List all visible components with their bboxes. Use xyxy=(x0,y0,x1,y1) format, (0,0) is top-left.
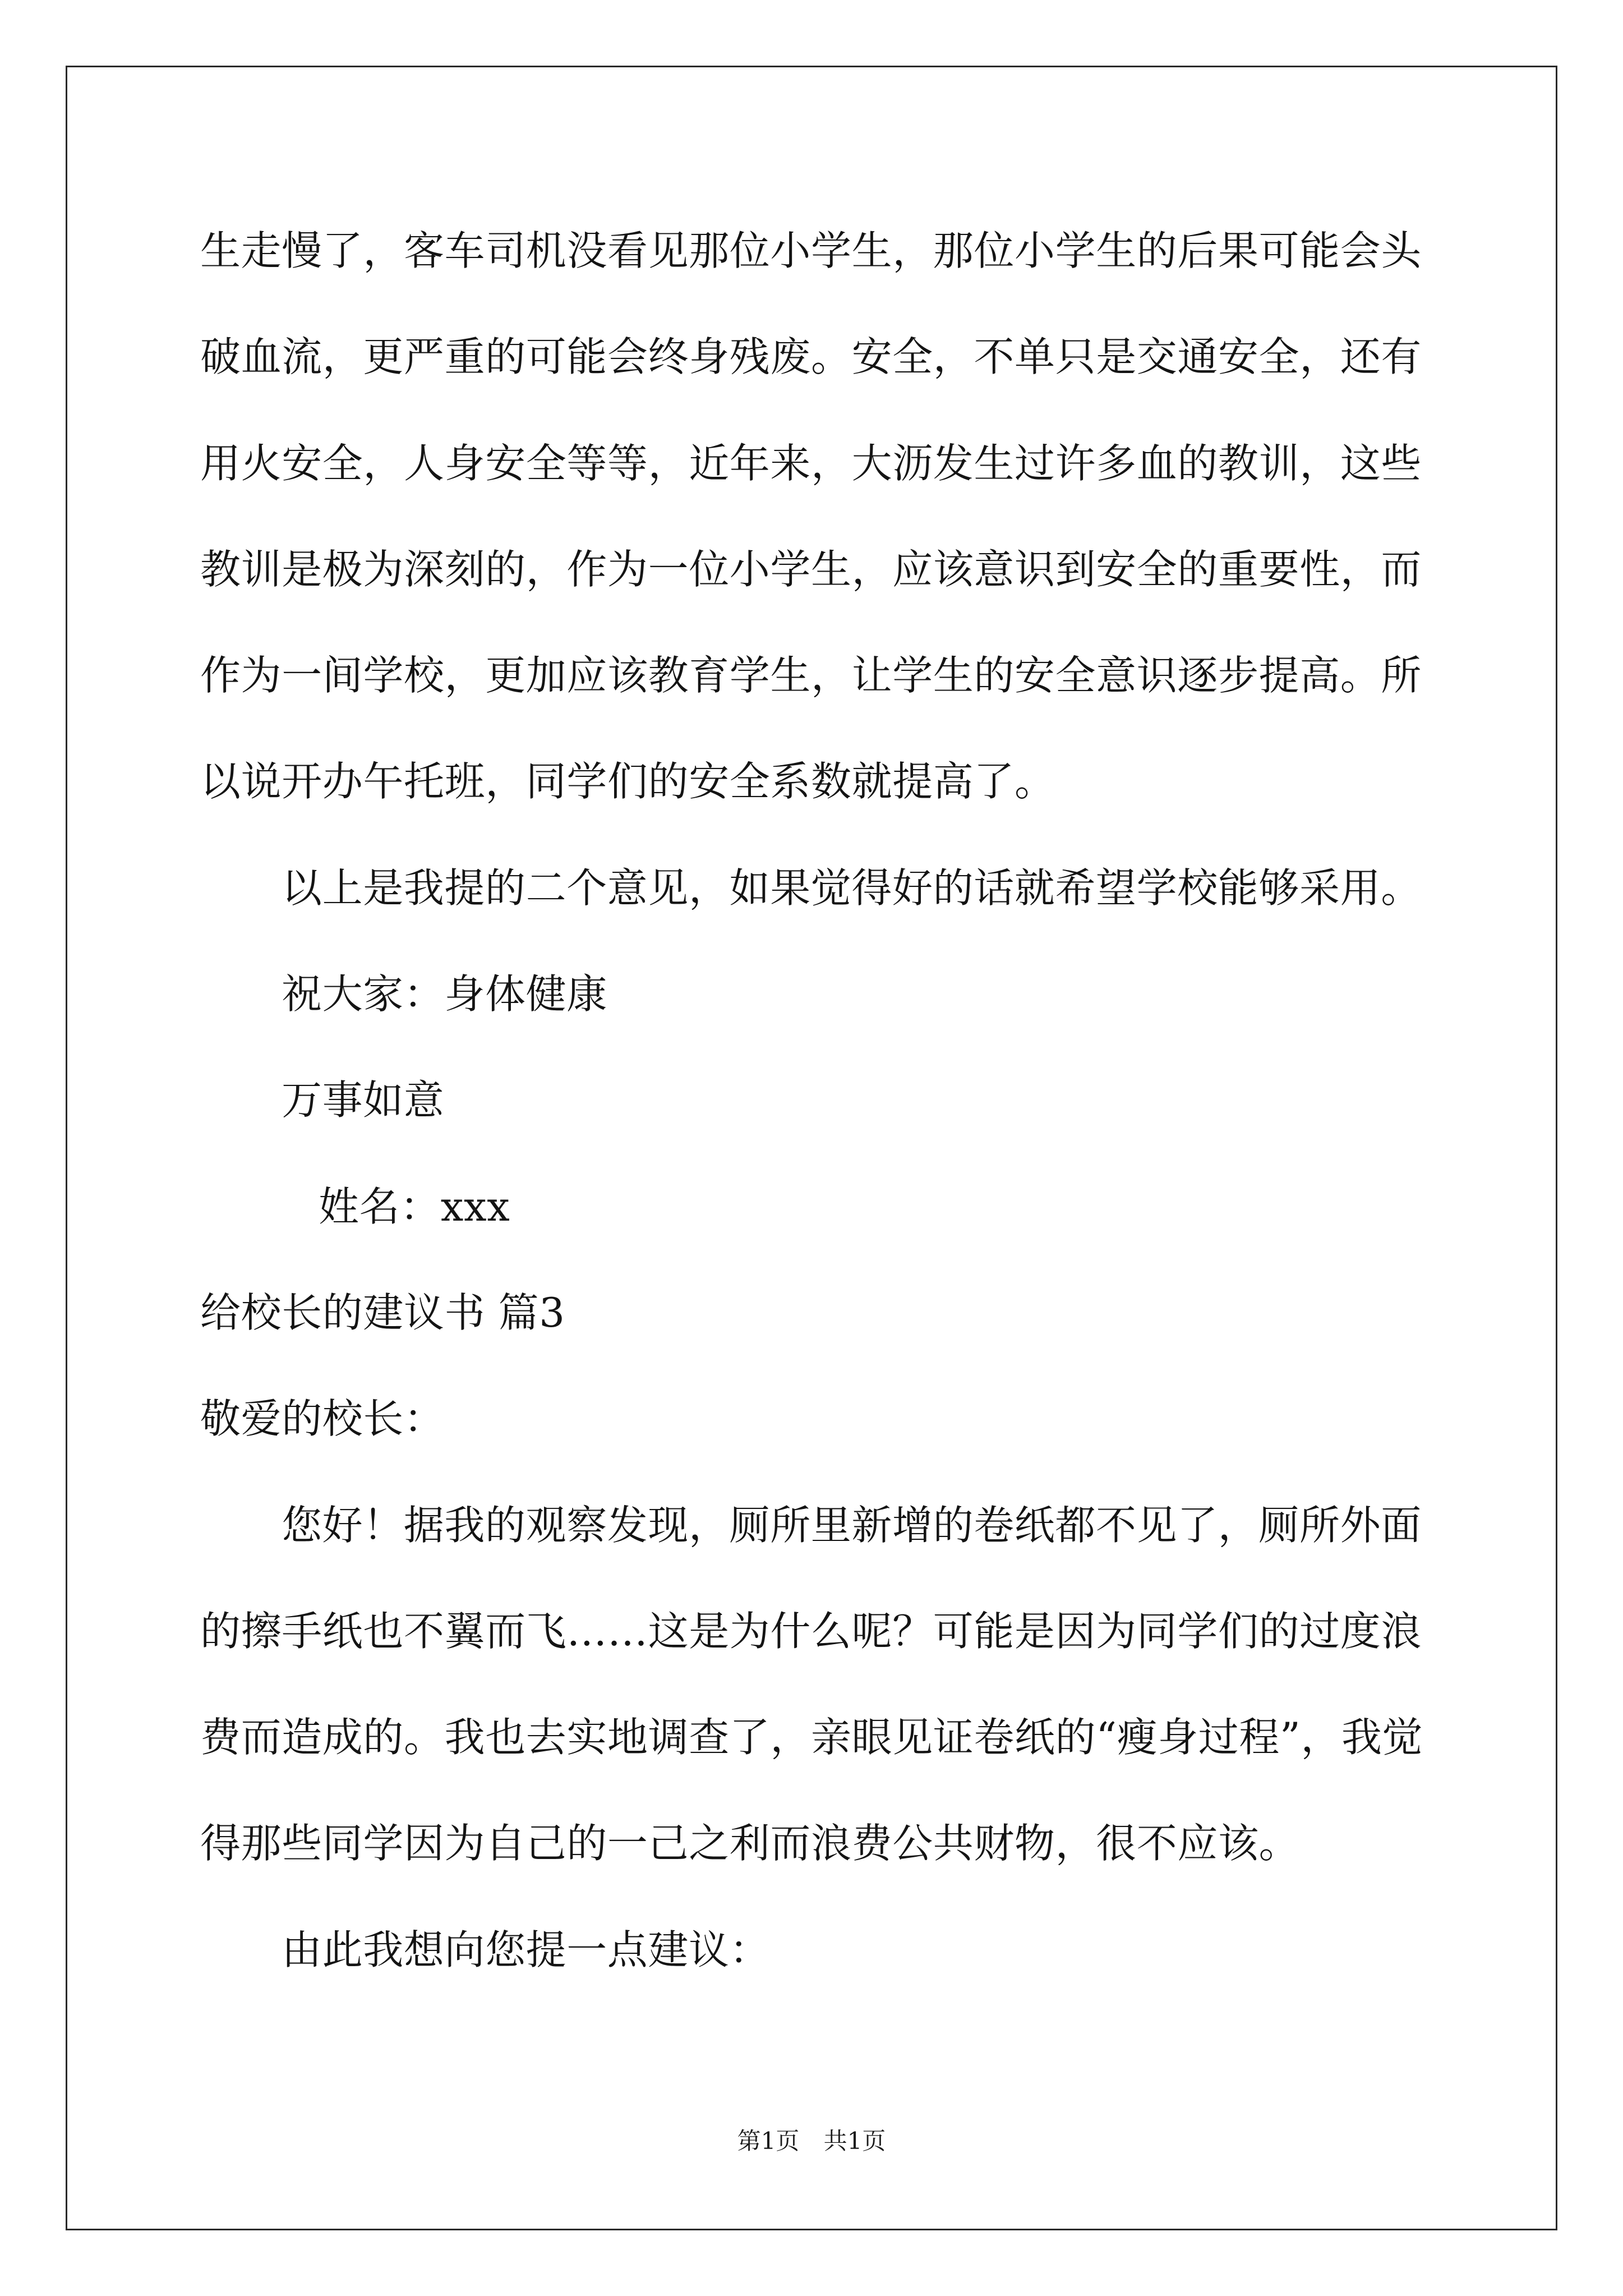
body-line: 费而造成的。我也去实地调查了，亲眼见证卷纸的“瘦身过程”，我觉 xyxy=(200,1714,1423,1761)
section-title: 给校长的建议书 篇3 xyxy=(200,1289,565,1336)
body-line: 得那些同学因为自己的一己之利而浪费公共财物，很不应该。 xyxy=(200,1820,1300,1867)
paragraph-letter-1 xyxy=(200,1473,1535,1897)
paragraph-letter-2 xyxy=(200,1897,1535,2003)
body-line: 作为一间学校，更加应该教育学生，让学生的安全意识逐步提高。所 xyxy=(200,652,1422,700)
salutation: 敬爱的校长： xyxy=(200,1395,445,1443)
wish-line: 祝大家：身体健康 xyxy=(282,970,607,1018)
body-line: 教训是极为深刻的，作为一位小学生，应该意识到安全的重要性，而 xyxy=(200,545,1422,593)
body-line: 生走慢了，客车司机没看见那位小学生，那位小学生的后果可能会头 xyxy=(200,227,1422,274)
body-line: 的擦手纸也不翼而飞……这是为什么呢？可能是因为同学们的过度浪 xyxy=(200,1607,1422,1655)
body-line: 您好！据我的观察发现，厕所里新增的卷纸都不见了，厕所外面 xyxy=(282,1501,1422,1549)
page-footer: 第1页 共1页 xyxy=(737,2127,886,2155)
closing-sentence: 以上是我提的二个意见，如果觉得好的话就希望学校能够采用。 xyxy=(282,864,1422,912)
wish-line: 万事如意 xyxy=(282,1076,445,1124)
body-line: 由此我想向您提一点建议： xyxy=(282,1926,771,1973)
document-body xyxy=(200,198,1535,2003)
paragraph-continued xyxy=(200,198,1535,835)
body-line: 破血流，更严重的可能会终身残废。安全，不单只是交通安全，还有 xyxy=(200,333,1422,381)
body-line: 以说开办午托班，同学们的安全系数就提高了。 xyxy=(200,758,1055,806)
body-line: 用火安全，人身安全等等，近年来，大沥发生过许多血的教训，这些 xyxy=(200,439,1422,487)
signature: 姓名：xxx xyxy=(319,1182,510,1230)
